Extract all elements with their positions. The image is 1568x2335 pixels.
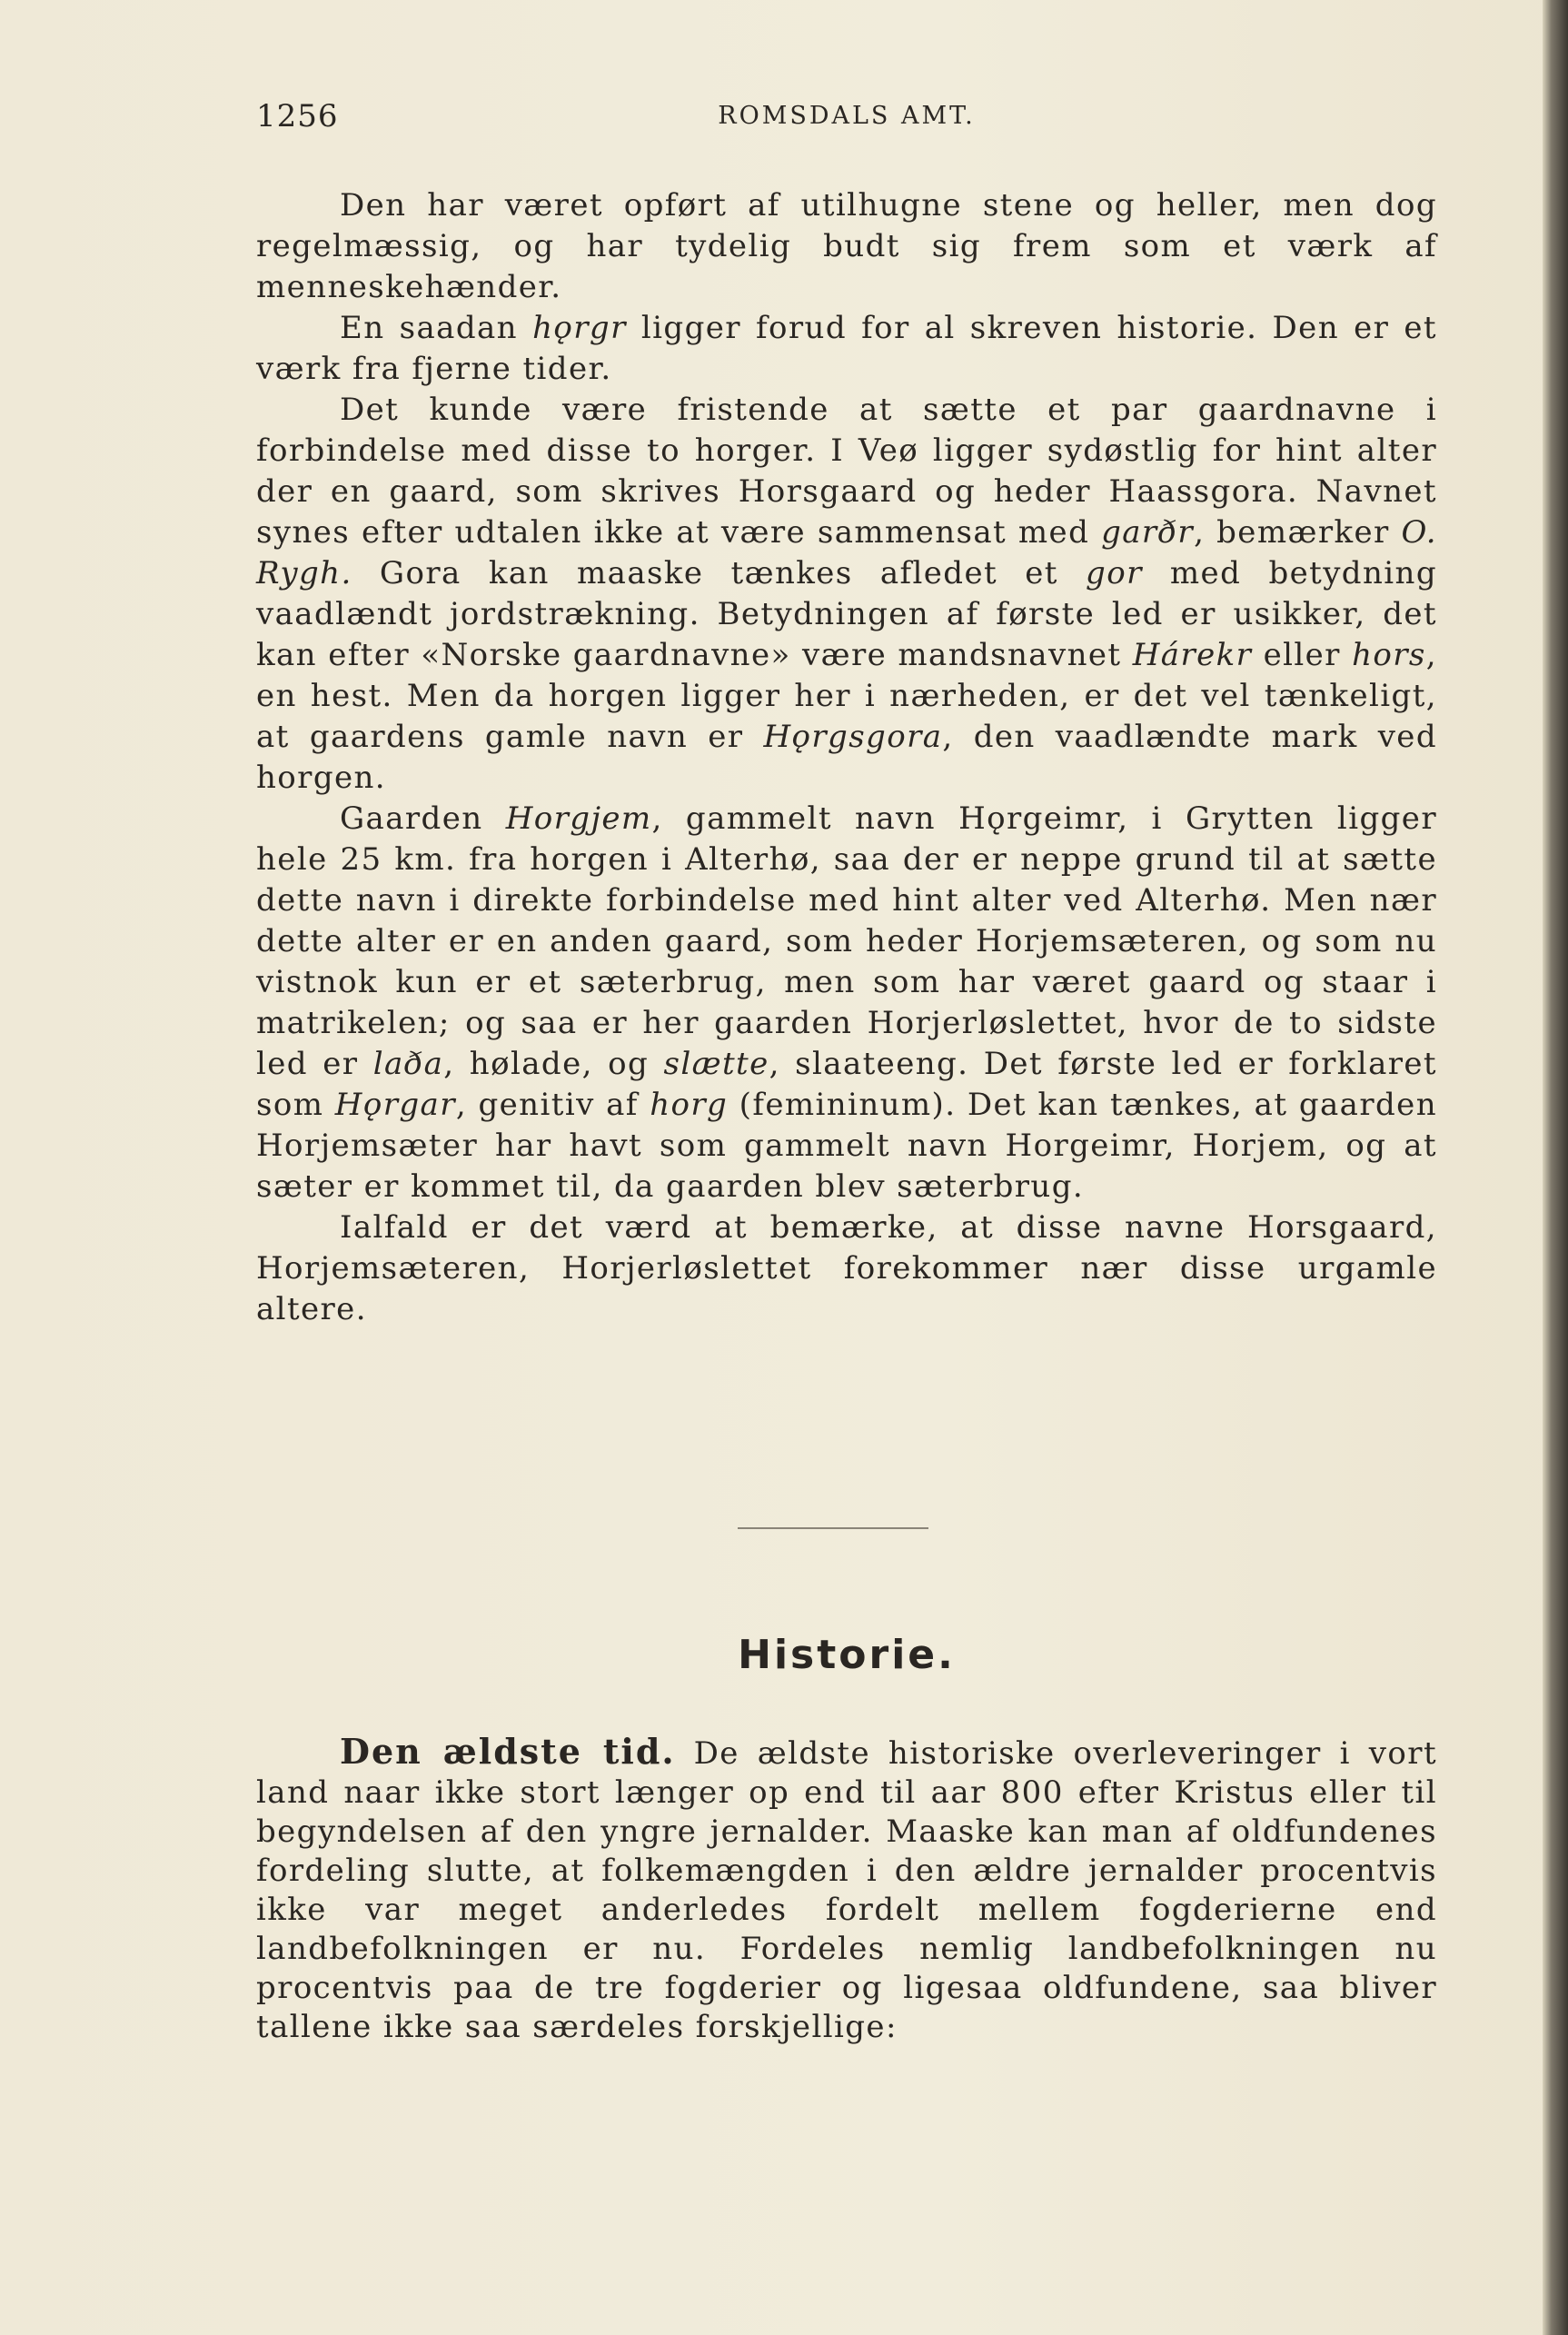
italic-term: gor	[1086, 555, 1143, 591]
paragraph	[256, 390, 1437, 799]
text-run: , slaateeng. Det første led er forklaret som	[256, 1046, 1437, 1123]
text-run: eller	[1252, 637, 1353, 673]
italic-term: horg	[650, 1087, 729, 1123]
history-lead: Den ældste tid.	[340, 1731, 676, 1772]
section-divider	[738, 1527, 928, 1529]
italic-term: garðr	[1101, 514, 1195, 551]
paragraph	[256, 308, 1437, 390]
body-text	[256, 185, 1437, 1330]
page-edge	[1543, 0, 1568, 2335]
italic-term: Hǫrgar	[334, 1087, 456, 1123]
text-run: En saadan	[340, 310, 533, 346]
italic-term: O. Rygh.	[256, 514, 1437, 591]
text-run: Ialfald er det værd at bemærke, at disse navne Horsgaard, Horjemsæteren, Horjerløslettet forekommer nær disse urgamle altere.	[256, 1209, 1437, 1327]
text-run: , bemærker	[1194, 514, 1402, 551]
paragraph	[256, 799, 1437, 1207]
history-body: De ældste historiske overleveringer i vort land naar ikke stort længer op end til aar 800 efter Kristus eller til begyndelsen af den yngre jernalder. Maaske kan man af oldfundenes fordeling slutte, at folkemængden i den ældre jernalder procentvis ikke var meget anderledes fordelt mellem fogderierne end landbefolkningen er nu. Fordeles nemlig landbefolkningen nu procentvis paa de tre fogderier og ligesaa oldfundene, saa bliver tallene ikke saa særdeles forskjellige:	[256, 1735, 1438, 2045]
text-run: , en hest. Men da horgen ligger her i nærheden, er det vel tænkeligt, at gaardens gamle navn er	[256, 637, 1437, 755]
history-section	[256, 1732, 1437, 2047]
text-run: Gaarden	[340, 800, 506, 837]
paragraph	[256, 1207, 1437, 1330]
text-run: Gora kan maaske tænkes afledet et	[352, 555, 1087, 591]
running-head: ROMSDALS AMT.	[718, 102, 976, 130]
italic-term: hǫrgr	[532, 310, 627, 346]
italic-term: slætte	[663, 1046, 769, 1082]
history-paragraph	[256, 1732, 1437, 2047]
text-run: , den vaadlændte mark ved horgen.	[256, 719, 1437, 796]
text-run: Den har været opført af utilhugne stene og heller, men dog regelmæssig, og har tydelig budt sig frem som et værk af menneskehænder.	[256, 187, 1437, 305]
italic-term: Horgjem	[505, 800, 652, 837]
paragraph	[256, 185, 1437, 308]
text-run: (femininum). Det kan tænkes, at gaarden Horjemsæter har havt som gammelt navn Horgeimr, Horjem, og at sæter er kommet til, da gaarden blev sæterbrug.	[256, 1087, 1437, 1205]
text-run: , gammelt navn Hǫrgeimr, i Grytten ligger hele 25 km. fra horgen i Alterhø, saa der er neppe grund til at sætte dette navn i direkte forbindelse med hint alter ved Alterhø. Men nær dette alter er en anden gaard, som heder Horjemsæteren, og som nu vistnok kun er et sæterbrug, men som har været gaard og staar i matrikelen; og saa er her gaarden Horjerløslettet, hvor de to sidste led er	[256, 800, 1437, 1082]
italic-term: Hǫrgsgora	[763, 719, 943, 755]
italic-term: Hárekr	[1132, 637, 1253, 673]
text-run: med betydning vaadlændt jordstrækning. Betydningen af første led er usikker, det kan efter «Norske gaardnavne» være mandsnavnet	[256, 555, 1437, 673]
italic-term: laða	[372, 1046, 444, 1082]
page-header	[256, 98, 1437, 138]
italic-term: hors	[1352, 637, 1426, 673]
section-title: Historie.	[738, 1632, 956, 1678]
text-run: ligger forud for al skreven historie. Den er et værk fra fjerne tider.	[256, 310, 1437, 387]
page-number: 1256	[256, 98, 339, 134]
text-run: Det kunde være fristende at sætte et par gaardnavne i forbindelse med disse to horger. I Veø ligger sydøstlig for hint alter der en gaard, som skrives Horsgaard og heder Haassgora. Navnet synes efter udtalen ikke at være sammensat med	[256, 392, 1437, 551]
text-run: , genitiv af	[455, 1087, 650, 1123]
text-run: , hølade, og	[443, 1046, 664, 1082]
